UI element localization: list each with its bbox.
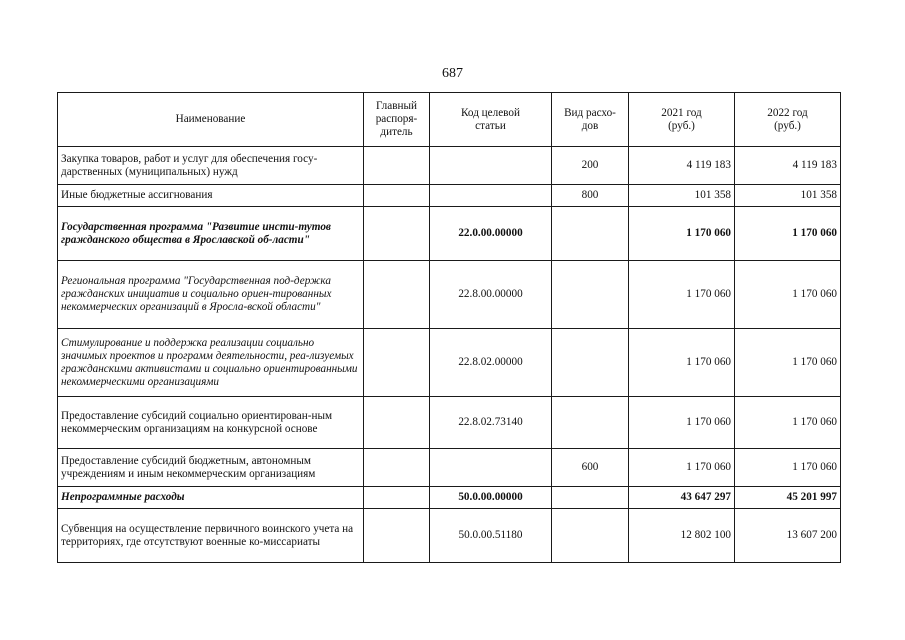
row-code: 22.8.02.00000 [430,329,552,397]
row-2022: 1 170 060 [735,261,841,329]
row-type [552,329,629,397]
row-name: Предоставление субсидий социально ориентирован-ным некоммерческим организациям на конкурсной основе [58,397,364,449]
row-admin [364,329,430,397]
row-2022: 1 170 060 [735,329,841,397]
header-code-line: Код целевой [461,106,520,119]
row-admin [364,509,430,563]
row-admin [364,207,430,261]
row-type: 200 [552,147,629,185]
row-name: Стимулирование и поддержка реализации социально значимых проектов и программ деятельности, реа-лизуемых гражданскими активистами и социально ориентированными некоммерческими организациями [58,329,364,397]
row-code: 22.0.00.00000 [430,207,552,261]
row-type [552,207,629,261]
table-row [58,487,841,509]
row-2022: 4 119 183 [735,147,841,185]
header-type [552,93,629,147]
row-code: 50.0.00.51180 [430,509,552,563]
row-code: 22.8.00.00000 [430,261,552,329]
header-type-line: дов [581,119,599,132]
row-admin [364,261,430,329]
header-code [430,93,552,147]
row-2021: 4 119 183 [629,147,735,185]
row-code [430,185,552,207]
row-2021: 101 358 [629,185,735,207]
row-2022: 1 170 060 [735,207,841,261]
header-row [58,93,841,147]
row-2022: 101 358 [735,185,841,207]
header-2022 [735,93,841,147]
header-admin-line: дитель [380,126,413,138]
row-2021: 1 170 060 [629,397,735,449]
row-code: 22.8.02.73140 [430,397,552,449]
page-number: 687 [442,66,463,81]
row-admin [364,449,430,487]
row-code [430,449,552,487]
header-2022-line: (руб.) [774,119,801,132]
row-admin [364,147,430,185]
row-code [430,147,552,185]
row-type [552,509,629,563]
row-2022: 1 170 060 [735,449,841,487]
header-name: Наименование [58,93,364,147]
row-2022: 45 201 997 [735,487,841,509]
row-code: 50.0.00.00000 [430,487,552,509]
table-row [58,329,841,397]
row-2022: 13 607 200 [735,509,841,563]
row-name: Иные бюджетные ассигнования [58,185,364,207]
row-type: 600 [552,449,629,487]
budget-table [57,92,841,563]
table-row [58,449,841,487]
row-2021: 1 170 060 [629,449,735,487]
header-admin [364,93,430,147]
header-admin-line: распоря- [375,113,418,125]
header-code-line: статьи [475,119,506,132]
row-2021: 43 647 297 [629,487,735,509]
row-name: Непрограммные расходы [58,487,364,509]
row-type [552,261,629,329]
table-row [58,397,841,449]
row-type [552,397,629,449]
table-row [58,509,841,563]
header-2021-line: 2021 год [661,106,702,119]
row-2021: 1 170 060 [629,261,735,329]
header-admin-line: Главный [376,100,417,112]
table-row [58,207,841,261]
table-row [58,147,841,185]
header-2021 [629,93,735,147]
row-type: 800 [552,185,629,207]
row-type [552,487,629,509]
row-admin [364,487,430,509]
row-2021: 1 170 060 [629,207,735,261]
header-2021-line: (руб.) [668,119,695,132]
row-2022: 1 170 060 [735,397,841,449]
header-2022-line: 2022 год [767,106,808,119]
row-admin [364,397,430,449]
row-name: Субвенция на осуществление первичного воинского учета на территориях, где отсутствуют военные ко-миссариаты [58,509,364,563]
table-row [58,185,841,207]
row-2021: 12 802 100 [629,509,735,563]
row-name: Предоставление субсидий бюджетным, автономным учреждениям и иным некоммерческим организациям [58,449,364,487]
table-row [58,261,841,329]
header-type-line: Вид расхо- [564,106,616,119]
row-2021: 1 170 060 [629,329,735,397]
row-name: Государственная программа "Развитие инсти-тутов гражданского общества в Ярославской об-ласти" [58,207,364,261]
row-admin [364,185,430,207]
row-name: Закупка товаров, работ и услуг для обеспечения госу-дарственных (муниципальных) нужд [58,147,364,185]
row-name: Региональная программа "Государственная под-держка гражданских инициатив и социально ориен-тированных некоммерческих организаций в Яросла-вской области" [58,261,364,329]
